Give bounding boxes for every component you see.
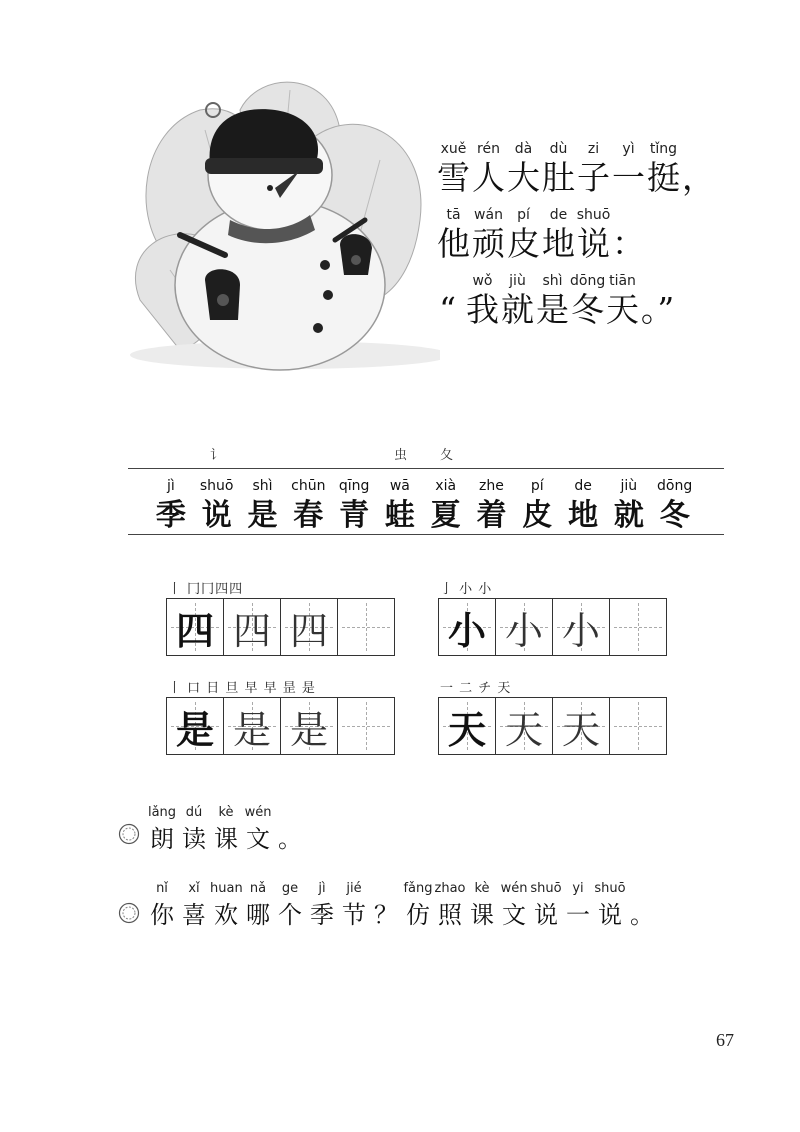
pinyin-syllable: jiù [620,478,638,494]
pinyin-syllable: de [549,207,568,223]
stroke-order-si: 丨 冂冂四四 [168,582,244,597]
grid-cell-empty[interactable] [338,599,394,655]
pinyin-syllable: chūn [291,478,326,494]
pinyin-syllable [681,140,716,158]
trace-char: 小 [504,608,543,653]
pinyin-syllable [611,206,646,224]
writing-grid-tian [438,697,667,755]
model-char: 是 [175,706,214,752]
pinyin-syllable: dú [185,805,203,820]
hanzi-char: 课 [214,825,238,853]
hanzi-char: 一 [566,901,590,929]
grid-cell [439,599,496,655]
pinyin-syllable: kè [474,881,490,896]
grid-cell-empty[interactable] [338,698,394,754]
grid-cell-empty[interactable] [610,599,666,655]
hanzi-char: 。 [630,901,654,929]
hanzi-char: ， [682,158,715,197]
pinyin-syllable: wā [389,478,410,494]
new-character: 春 [293,498,324,533]
grid-cell-empty[interactable] [610,698,666,754]
stroke-order-xiao: 亅 小 小 [440,582,493,597]
stroke-order-shi: 丨 口 日 旦 早 早 昰 是 [168,681,316,696]
new-character: 季 [155,498,186,533]
new-character: 蛙 [384,498,415,533]
hanzi-char: 是 [536,290,569,329]
poem-line-2 [436,206,736,264]
pinyin-syllable [430,272,465,290]
new-character: 就 [613,498,644,533]
grid-cell [496,599,553,655]
grid-cell [553,599,610,655]
grid-cell [439,698,496,754]
pinyin-syllable: xià [435,478,457,494]
grid-cell [496,698,553,754]
pinyin-syllable [640,272,675,290]
pinyin-syllable: jì [318,881,326,896]
grid-cell [167,698,224,754]
hanzi-char: 文 [502,901,526,929]
hanzi-char: 哪 [246,901,270,929]
hanzi-char: 仿 [406,901,430,929]
hanzi-char: 照 [438,901,462,929]
pinyin-syllable: yì [622,141,635,157]
pinyin-syllable: wén [500,881,528,896]
pinyin-syllable: dōng [570,273,606,289]
radical-hints [130,444,730,466]
hanzi-char: ： [612,224,645,263]
hanzi-char: 朗 [150,825,174,853]
pinyin-syllable [370,880,402,898]
hanzi-char: 。” [640,290,675,329]
pinyin-syllable: huan [210,881,243,896]
hanzi-char: 人 [472,158,505,197]
pinyin-syllable: shuō [199,478,234,494]
new-character: 是 [247,498,278,533]
hanzi-char: 文 [246,825,270,853]
grid-cell [224,698,281,754]
hanzi-char: 你 [150,901,174,929]
hanzi-char: ？ [374,901,398,929]
trace-char: 小 [561,608,600,653]
divider-bottom [128,534,724,535]
poem-line-1 [436,140,736,198]
pinyin-syllable: dà [514,141,533,157]
pinyin-syllable: pí [517,207,530,223]
pinyin-syllable: shuō [530,881,562,896]
pinyin-syllable: nǐ [156,881,168,896]
hanzi-char: 喜 [182,901,206,929]
pinyin-syllable: shuō [576,207,611,223]
hanzi-char: 就 [501,290,534,329]
hanzi-char: 课 [470,901,494,929]
exercise-favorite-season [146,880,658,932]
pinyin-syllable: zhao [434,881,466,896]
hanzi-char: 大 [507,158,540,197]
poem-line-3 [430,272,730,330]
pinyin-syllable: dōng [657,478,693,494]
new-character: 冬 [659,498,690,533]
radical-chong: 虫 [394,448,408,463]
radical-sui: 夂 [440,448,454,463]
hanzi-char: 我 [466,290,499,329]
trace-char: 是 [232,707,271,752]
snowman-illustration [110,70,440,380]
pinyin-syllable: rén [477,141,500,157]
hanzi-char: 雪 [437,158,470,197]
grid-cell [167,599,224,655]
pinyin-syllable: jiù [509,273,526,289]
writing-grid-si [166,598,395,656]
model-char: 四 [175,607,214,653]
pinyin-syllable: shì [542,273,563,289]
divider-top [128,468,724,469]
pinyin-syllable: wán [474,207,503,223]
exercise-bullet-icon [118,823,140,845]
pinyin-syllable: yi [572,881,584,896]
hanzi-char: 欢 [214,901,238,929]
new-character-row [148,476,698,536]
pinyin-syllable: shuō [594,881,626,896]
pinyin-syllable: nǎ [249,881,267,896]
trace-char: 四 [232,608,271,653]
pinyin-syllable: lǎng [147,805,177,820]
hanzi-char: 读 [182,825,206,853]
new-character: 青 [339,498,370,533]
pinyin-syllable: jié [346,881,362,896]
pinyin-syllable: tā [446,207,461,223]
writing-grid-xiao [438,598,667,656]
hanzi-char: 肚 [542,158,575,197]
grid-cell [553,698,610,754]
hanzi-char: 。 [278,825,302,853]
hanzi-char: 地 [542,224,575,263]
pinyin-syllable: xǐ [188,881,200,896]
hanzi-char: 顽 [472,224,505,263]
hanzi-char: 一 [612,158,645,197]
radical-yan: 讠 [210,448,224,463]
hanzi-char: 说 [598,901,622,929]
hanzi-char: 说 [577,224,610,263]
pinyin-syllable: shì [252,478,273,494]
grid-cell [281,599,338,655]
pinyin-syllable: tǐng [649,141,678,157]
trace-char: 天 [504,707,543,752]
hanzi-char: 节 [342,901,366,929]
trace-char: 天 [561,707,600,752]
pinyin-syllable: jì [167,478,175,494]
pinyin-syllable: dù [549,141,568,157]
pinyin-syllable: zi [587,141,600,157]
hanzi-char: 挺 [647,158,680,197]
stroke-order-tian: 一 二 チ 天 [440,681,512,696]
hanzi-char: “ [439,290,456,329]
page-number: 67 [716,1030,734,1050]
writing-grid-shi [166,697,395,755]
new-character: 说 [201,498,232,533]
exercise-read-aloud [146,804,306,856]
pinyin-syllable: ge [281,881,299,896]
hanzi-char: 冬 [571,290,604,329]
hanzi-char: 他 [437,224,470,263]
hanzi-char: 天 [606,290,639,329]
new-character: 夏 [430,498,461,533]
pinyin-syllable: pí [530,478,544,494]
hanzi-char: 子 [577,158,610,197]
pinyin-syllable: qīng [338,478,370,494]
pinyin-syllable: xuě [440,141,467,157]
trace-char: 是 [289,707,328,752]
hanzi-char: 皮 [507,224,540,263]
pinyin-syllable: wén [244,805,272,820]
model-char: 小 [447,607,486,653]
pinyin-syllable: kè [218,805,234,820]
model-char: 天 [447,706,486,752]
new-character: 皮 [522,498,553,533]
new-character: 地 [568,498,599,533]
pinyin-syllable: de [574,478,592,494]
trace-char: 四 [289,608,328,653]
pinyin-syllable: fǎng [403,881,433,896]
pinyin-syllable: tiān [609,273,636,289]
exercise-bullet-icon [118,902,140,924]
grid-cell [224,599,281,655]
pinyin-syllable: zhe [479,478,504,494]
hanzi-char: 季 [310,901,334,929]
grid-cell [281,698,338,754]
new-character: 着 [476,498,507,533]
pinyin-syllable [274,804,306,822]
hanzi-char: 说 [534,901,558,929]
pinyin-syllable [626,880,658,898]
pinyin-syllable: wǒ [472,273,493,289]
hanzi-char: 个 [278,901,302,929]
